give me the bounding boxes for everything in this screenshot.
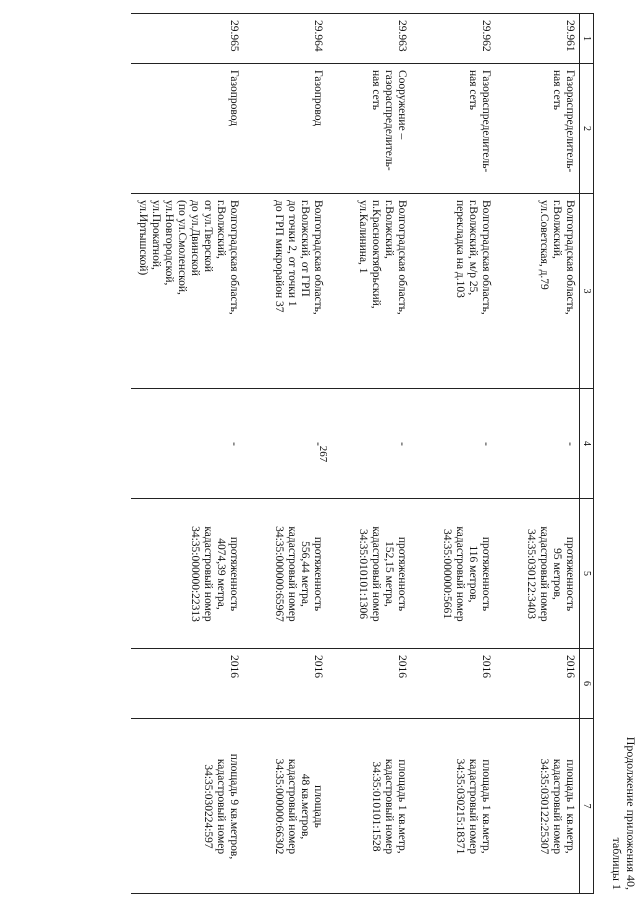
table-row: [328, 14, 412, 894]
col4-value: -: [132, 389, 244, 499]
land-plot-info: площадь 1 кв.метр, кадастровый номер 34:35:030215:18371: [412, 719, 496, 894]
object-name: Газопровод: [132, 64, 244, 194]
property-register-table: [132, 13, 595, 894]
row-number: 29.964: [244, 14, 328, 64]
header-col-7: 7: [580, 719, 594, 894]
object-address: Волгоградская область, г.Волжский, от ул.Тверской до ул.Двинской (по ул.Смоленской, ул.Новгородской, ул.Прокатной, ул.Иртышской): [132, 194, 244, 389]
object-characteristics: протяженность 4074,39 метра, кадастровый номер 34:35:000000:22313: [132, 499, 244, 649]
table-header-row: [580, 14, 594, 894]
land-plot-info: площадь 1 кв.метр, кадастровый номер 34:35:010101:1528: [328, 719, 412, 894]
object-characteristics: протяженность 556,44 метра, кадастровый номер 34:35:000000:65967: [244, 499, 328, 649]
header-col-2: 2: [580, 64, 594, 194]
object-characteristics: протяженность 116 метров, кадастровый номер 34:35:000000:5661: [412, 499, 496, 649]
object-address: Волгоградская область, г.Волжский, от ГРП до точки 2, от точки 1 до ГРП микрорайон 37: [244, 194, 328, 389]
table-row: [496, 14, 580, 894]
object-address: Волгоградская область, г.Волжский, п.Краснооктябрьский, ул.Калинина, 1: [328, 194, 412, 389]
object-name: Газопровод: [244, 64, 328, 194]
land-plot-info: площадь 1 кв.метр, кадастровый номер 34:35:030122:25307: [496, 719, 580, 894]
object-address: Волгоградская область, г.Волжский, ул.Советская, д.79: [496, 194, 580, 389]
page-number: 267: [317, 445, 329, 463]
object-year: 2016: [328, 649, 412, 719]
object-name: Газораспределитель- ная сеть: [496, 64, 580, 194]
rotated-page-content: [80, 5, 640, 900]
appendix-heading-line2: таблицы 1: [610, 837, 624, 890]
table-row: [244, 14, 328, 894]
appendix-heading-line1: Продолжение приложения 40,: [624, 736, 638, 890]
object-year: 2016: [496, 649, 580, 719]
row-number: 29.962: [412, 14, 496, 64]
appendix-heading: [610, 737, 638, 890]
object-characteristics: протяженность 95 метров, кадастровый номер 34:35:030122:3403: [496, 499, 580, 649]
table-row: [132, 14, 244, 894]
header-col-6: 6: [580, 649, 594, 719]
header-col-5: 5: [580, 499, 594, 649]
land-plot-info: площадь 48 кв.метров, кадастровый номер 34:35:000000:66302: [244, 719, 328, 894]
object-address: Волгоградская область, г.Волжский, м/р 25, перекладка на д.103: [412, 194, 496, 389]
object-year: 2016: [132, 649, 244, 719]
object-name: Сооружение – газораспределитель- ная сеть: [328, 64, 412, 194]
col4-value: -: [412, 389, 496, 499]
object-year: 2016: [244, 649, 328, 719]
header-col-4: 4: [580, 389, 594, 499]
object-name: Газораспределитель- ная сеть: [412, 64, 496, 194]
row-number: 29.961: [496, 14, 580, 64]
row-number: 29.965: [132, 14, 244, 64]
col4-value: -: [244, 389, 328, 499]
table-row: [412, 14, 496, 894]
row-number: 29.963: [328, 14, 412, 64]
land-plot-info: площадь 9 кв.метров, кадастровый номер 34:35:030224:597: [132, 719, 244, 894]
header-col-3: 3: [580, 194, 594, 389]
object-characteristics: протяженность 152,15 метра, кадастровый номер 34:35:010101:1306: [328, 499, 412, 649]
col4-value: -: [328, 389, 412, 499]
col4-value: -: [496, 389, 580, 499]
header-col-1: 1: [580, 14, 594, 64]
object-year: 2016: [412, 649, 496, 719]
